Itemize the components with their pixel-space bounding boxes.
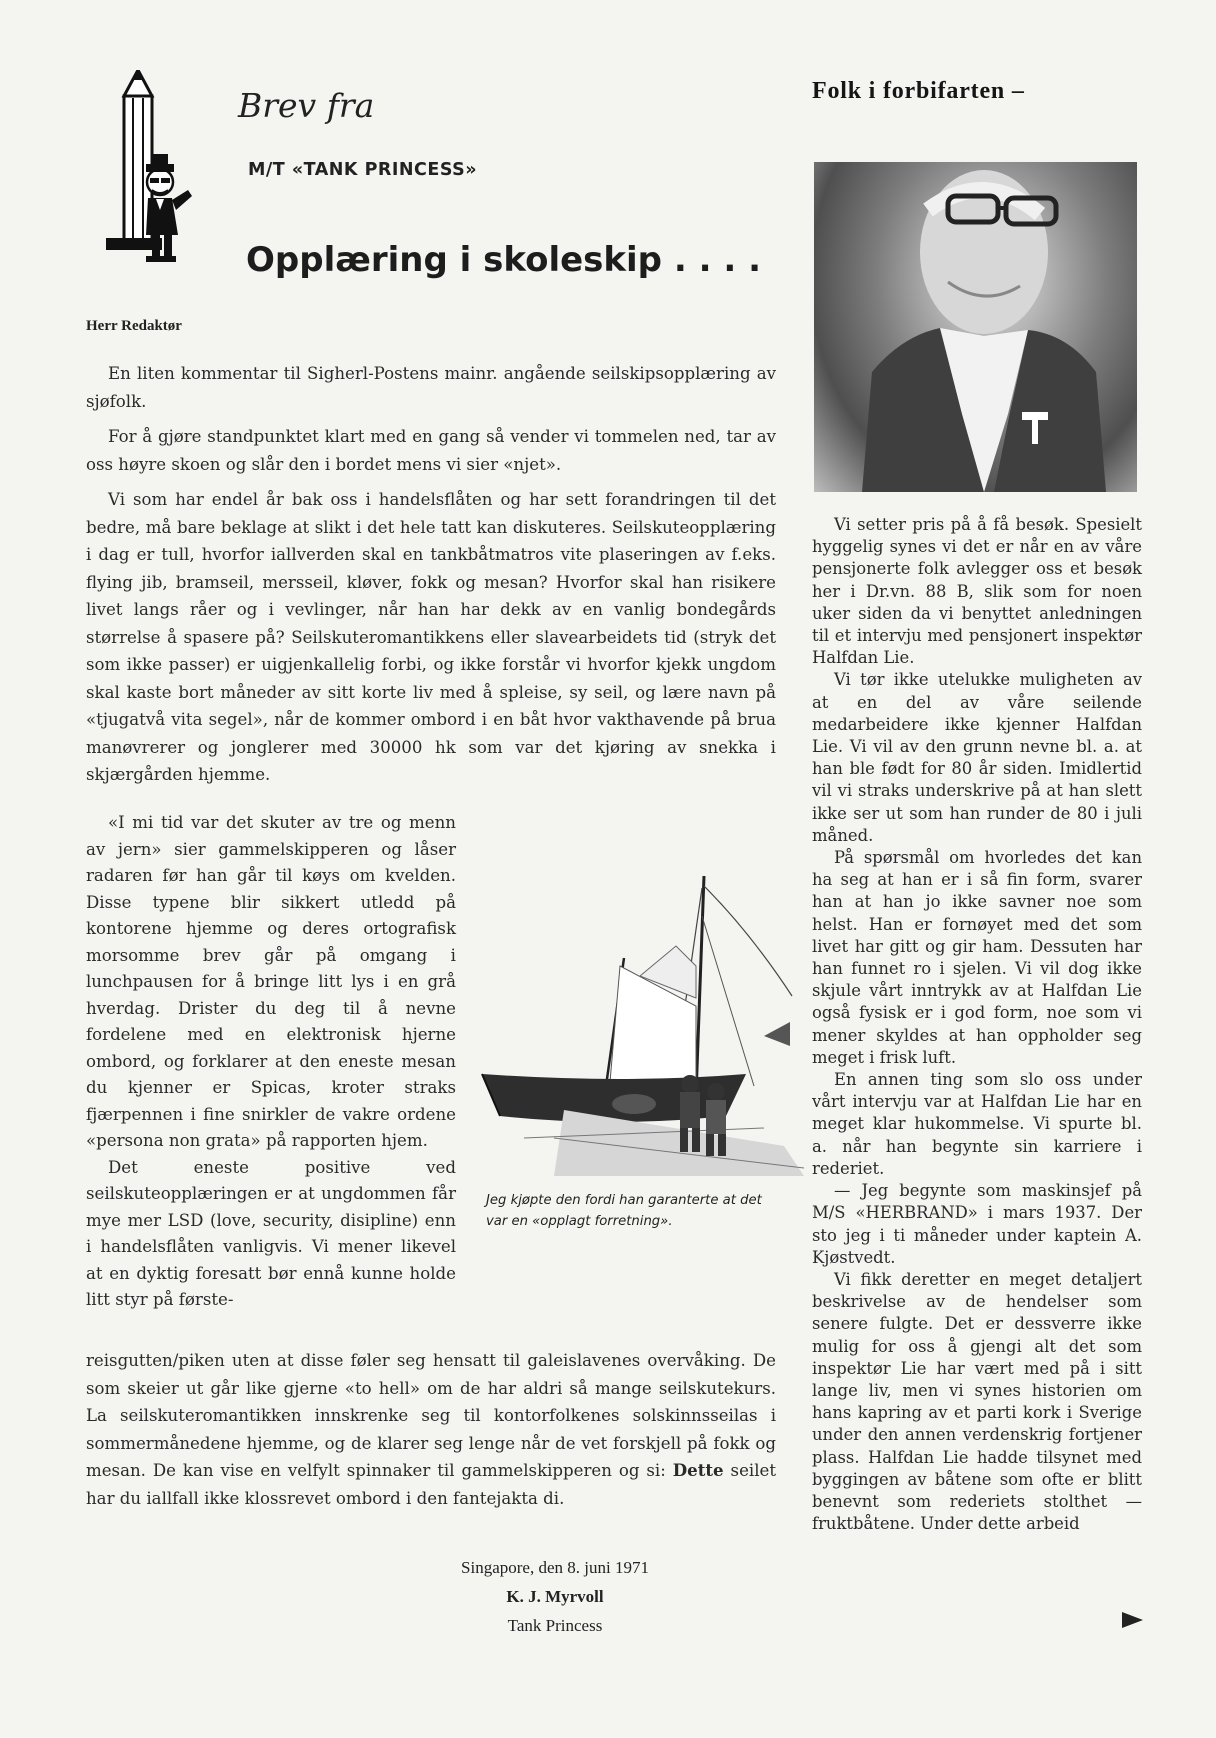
sidebar-paragraph: På spørsmål om hvorledes det kan ha seg at han er i så fin form, svarer han at han jo ikke savner noe som helst. Han er fornøyet med det som livet har gitt og gir ham. Dessuten har han funnet ro i sjelen. Vi vil dog ikke skjule vårt inntrykk av at Halfdan Lie også fysisk er i god form, noe som vi mener skyldes at han oppholder seg meget i frisk luft. (812, 848, 1142, 1067)
sidebar-paragraph: Vi setter pris på å få besøk. Spesielt hyggelig synes vi det er når en av våre pensjonerte folk avlegger oss et besøk her i Dr.vn. 88 B, slik som for noen uker siden da vi benyttet anledningen til et intervju med pensjonert inspektør Halfdan Lie. (812, 515, 1142, 668)
letter-paragraph: Vi som har endel år bak oss i handelsflåten og har sett forandringen til det bedre, må bare beklage at slikt i det hele tatt kan diskuteres. Seilskuteopplæring i dag er tull, hvorfor iallverden skal en tankbåtmatros vite plaseringen av f.eks. flying jib, bramseil, mersseil, kløver, fokk og mesan? Hvorfor skal han risikere livet langs råer og i vevlinger, når han har dekk av en vanlig bondegårds størrelse å spasere på? Seilskuteromantikkens eller slavearbeidets tid (stryk det som ikke passer) er uigjenkallelig forbi, og ikke forstår vi hvorfor kjekk ungdom skal kaste bort måneder av sitt korte liv med å spleise, sy seil, og lære navn på «tjugatvå vita segel», når de kommer ombord i en båt hvor vakthavende på brua manøvrerer og jonglerer med 30000 hk som var det kjøring av snekka i skjærgården hjemme. (86, 490, 776, 784)
signature-block (430, 1553, 680, 1640)
ship-name: M/T «TANK PRINCESS» (248, 160, 478, 180)
letter-body-narrow (86, 810, 456, 1314)
sailboat-illustration (464, 876, 804, 1176)
sidebar-paragraph: Vi fikk deretter en meget detaljert beskrivelse av de hendelser som senere fulgte. Det er dessverre ikke mulig for oss å gjengi alt det som inspektør Lie har vært med på i sitt lange liv, men vi synes historien om hans kapring av et parti kork i Sverige under den annen verdenskrig fortjener plass. Halfdan Lie hadde tilsynet med byggingen av båtene som ofte er blitt benevnt som rederiets stolthet — fruktbåtene. Under dette arbeid (812, 1269, 1142, 1534)
pencil-cartoon-logo (98, 70, 210, 285)
signature-ship: Tank Princess (507, 1616, 603, 1635)
section-title: Folk i forbifarten – (812, 78, 1025, 104)
brev-fra-script: Brev fra (238, 86, 375, 125)
signature-place-date: Singapore, den 8. juni 1971 (461, 1558, 649, 1577)
emphasis-word: Dette (672, 1460, 724, 1480)
salutation: Herr Redaktør (86, 318, 182, 334)
sidebar-paragraph: Vi tør ikke utelukke muligheten av at en del av våre seilende medarbeidere ikke kjenner Halfdan Lie. Vi vil av den grunn nevne bl. a. at han ble født for 80 år siden. Imidlertid vil vi straks underskrive på at han slett ikke ser ut som han runder de 80 i juli måned. (812, 670, 1142, 845)
letter-paragraph: reisgutten/piken uten at disse føler seg hensatt til galeislavenes overvåking. De som skeier ut går like gjerne «to hell» om de har aldri så mange seilskutekurs. La seilskuteromantikken innskrenke seg til kontorfolkenes solskinnsseilas i sommermånedene hjemme, og de klarer seg lenge når de vet forskjell på fokk og mesan. De kan vise en velfylt spinnaker til gammelskipperen og si: Dette seilet har du iallfall ikke klossrevet ombord i den fantejakta di. (86, 1351, 776, 1508)
letter-body-top (86, 360, 776, 797)
letter-paragraph: «I mi tid var det skuter av tre og menn av jern» sier gammelskipperen og låser radaren før han går til køys om kvelden. Disse typene blir sikkert utledd på kontorene hjemme og deres ortografisk morsomme brev går på omgang i lunchpausen for å bringe litt lys i en grå hverdag. Drister du deg til å nevne fordelene med en elektronisk hjerne ombord, og forklarer at den eneste mesan du kjenner er Spicas, kroter straks fjærpennen i fine snirkler de vakre ordene «persona non grata» på rapporten hjem. (86, 813, 456, 1150)
portrait-photo (814, 162, 1137, 492)
sidebar-paragraph: En annen ting som slo oss under vårt intervju var at Halfdan Lie har en meget klar hukommelse. Vi spurte bl. a. når han begynte sin karriere i rederiet. (812, 1070, 1142, 1178)
letter-paragraph: For å gjøre standpunktet klart med en gang så vender vi tommelen ned, tar av oss høyre skoen og slår den i bordet mens vi sier «njet». (86, 427, 776, 474)
signature-name: K. J. Myrvoll (506, 1587, 604, 1606)
illustration-caption: Jeg kjøpte den fordi han garanterte at det var en «opplagt forretning». (486, 1193, 762, 1229)
sidebar-article (812, 514, 1142, 1535)
sidebar-paragraph: — Jeg begynte som maskinsjef på M/S «HERBRAND» i mars 1937. Der sto jeg i ti måneder under kaptein A. Kjøstvedt. (812, 1181, 1142, 1267)
continue-arrow-icon (1120, 1611, 1144, 1629)
page-title: Opplæring i skoleskip . . . . (246, 240, 762, 280)
letter-body-bottom (86, 1347, 776, 1520)
letter-paragraph: En liten kommentar til Sigherl-Postens mainr. angående seilskipsopplæring av sjøfolk. (86, 364, 776, 411)
letter-paragraph: Det eneste positive ved seilskuteopplæringen er at ungdommen får mye mer LSD (love, security, disipline) enn i handelsflåten vanligvis. Vi mener likevel at en dyktig foresatt bør ennå kunne holde litt styr på første- (86, 1157, 456, 1309)
